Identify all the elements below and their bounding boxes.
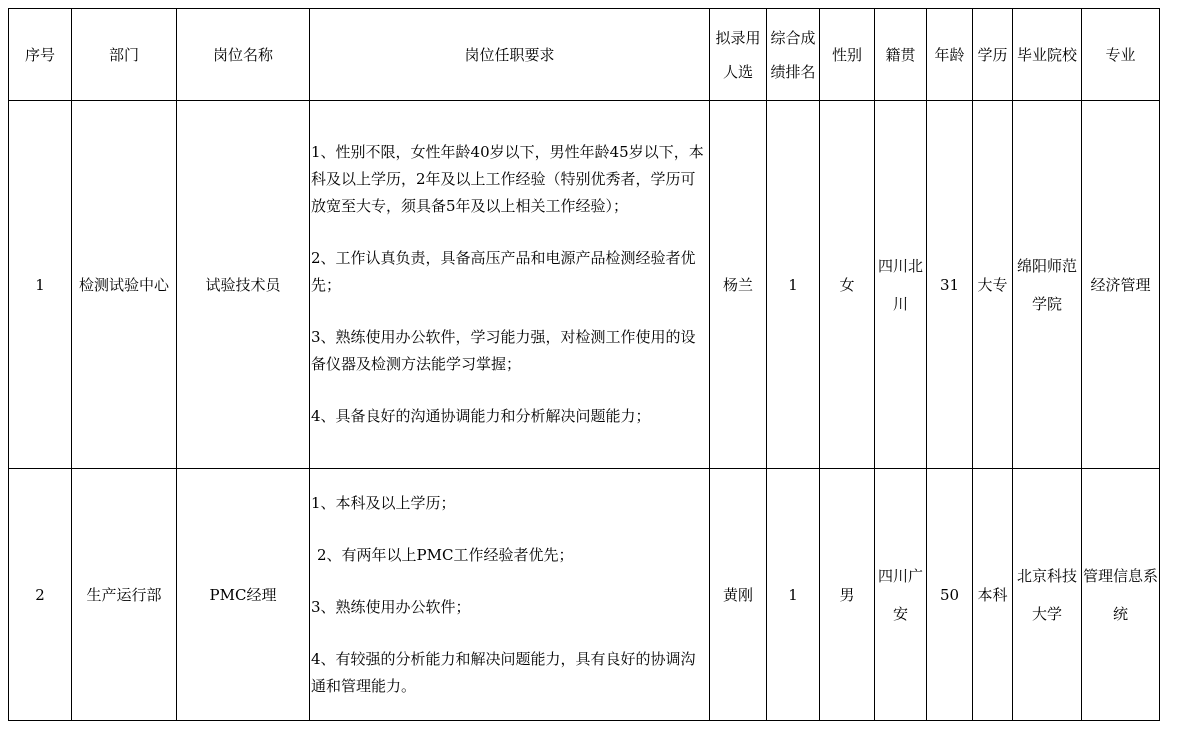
table-row	[9, 469, 1160, 721]
cell-dept: 生产运行部	[72, 469, 177, 721]
header-requirements: 岗位任职要求	[310, 9, 710, 101]
cell-rank: 1	[767, 101, 820, 469]
cell-requirements	[310, 101, 710, 469]
cell-dept: 检测试验中心	[72, 101, 177, 469]
recruitment-table	[8, 8, 1160, 721]
cell-gender: 女	[820, 101, 875, 469]
header-position: 岗位名称	[177, 9, 310, 101]
requirement-item: 3、熟练使用办公软件；	[311, 597, 471, 616]
requirement-item: 4、有较强的分析能力和解决问题能力，具有良好的协调沟通和管理能力。	[311, 649, 696, 695]
cell-gender: 男	[820, 469, 875, 721]
cell-no: 2	[9, 469, 72, 721]
cell-requirements	[310, 469, 710, 721]
requirement-item: 3、熟练使用办公软件，学习能力强，对检测工作使用的设备仪器及检测方法能学习掌握；	[311, 328, 696, 373]
requirement-item: 2、工作认真负责，具备高压产品和电源产品检测经验者优先；	[311, 249, 696, 294]
header-no: 序号	[9, 9, 72, 101]
requirement-item: 1、性别不限，女性年龄40岁以下，男性年龄45岁以下，本科及以上学历，2年及以上工作经验（特别优秀者，学历可放宽至大专，须具备5年及以上相关工作经验）；	[311, 143, 704, 215]
cell-age: 50	[927, 469, 973, 721]
cell-candidate: 黄刚	[710, 469, 767, 721]
cell-education: 大专	[973, 101, 1013, 469]
cell-origin: 四川广安	[875, 469, 927, 721]
header-age: 年龄	[927, 9, 973, 101]
header-origin: 籍贯	[875, 9, 927, 101]
table-row	[9, 101, 1160, 469]
cell-education: 本科	[973, 469, 1013, 721]
header-school: 毕业院校	[1013, 9, 1082, 101]
cell-no: 1	[9, 101, 72, 469]
header-education: 学历	[973, 9, 1013, 101]
cell-candidate: 杨兰	[710, 101, 767, 469]
cell-origin: 四川北川	[875, 101, 927, 469]
cell-school: 北京科技大学	[1013, 469, 1082, 721]
header-gender: 性别	[820, 9, 875, 101]
cell-position: PMC经理	[177, 469, 310, 721]
cell-school: 绵阳师范学院	[1013, 101, 1082, 469]
header-rank: 综合成绩排名	[767, 9, 820, 101]
requirement-item: 1、本科及以上学历；	[311, 493, 456, 512]
header-row	[9, 9, 1160, 101]
cell-major: 管理信息系统	[1082, 469, 1160, 721]
cell-rank: 1	[767, 469, 820, 721]
cell-major: 经济管理	[1082, 101, 1160, 469]
cell-age: 31	[927, 101, 973, 469]
cell-position: 试验技术员	[177, 101, 310, 469]
requirement-item: 4、具备良好的沟通协调能力和分析解决问题能力；	[311, 407, 651, 425]
header-dept: 部门	[72, 9, 177, 101]
header-candidate: 拟录用人选	[710, 9, 767, 101]
requirement-item: 2、有两年以上PMC工作经验者优先；	[317, 545, 574, 564]
header-major: 专业	[1082, 9, 1160, 101]
